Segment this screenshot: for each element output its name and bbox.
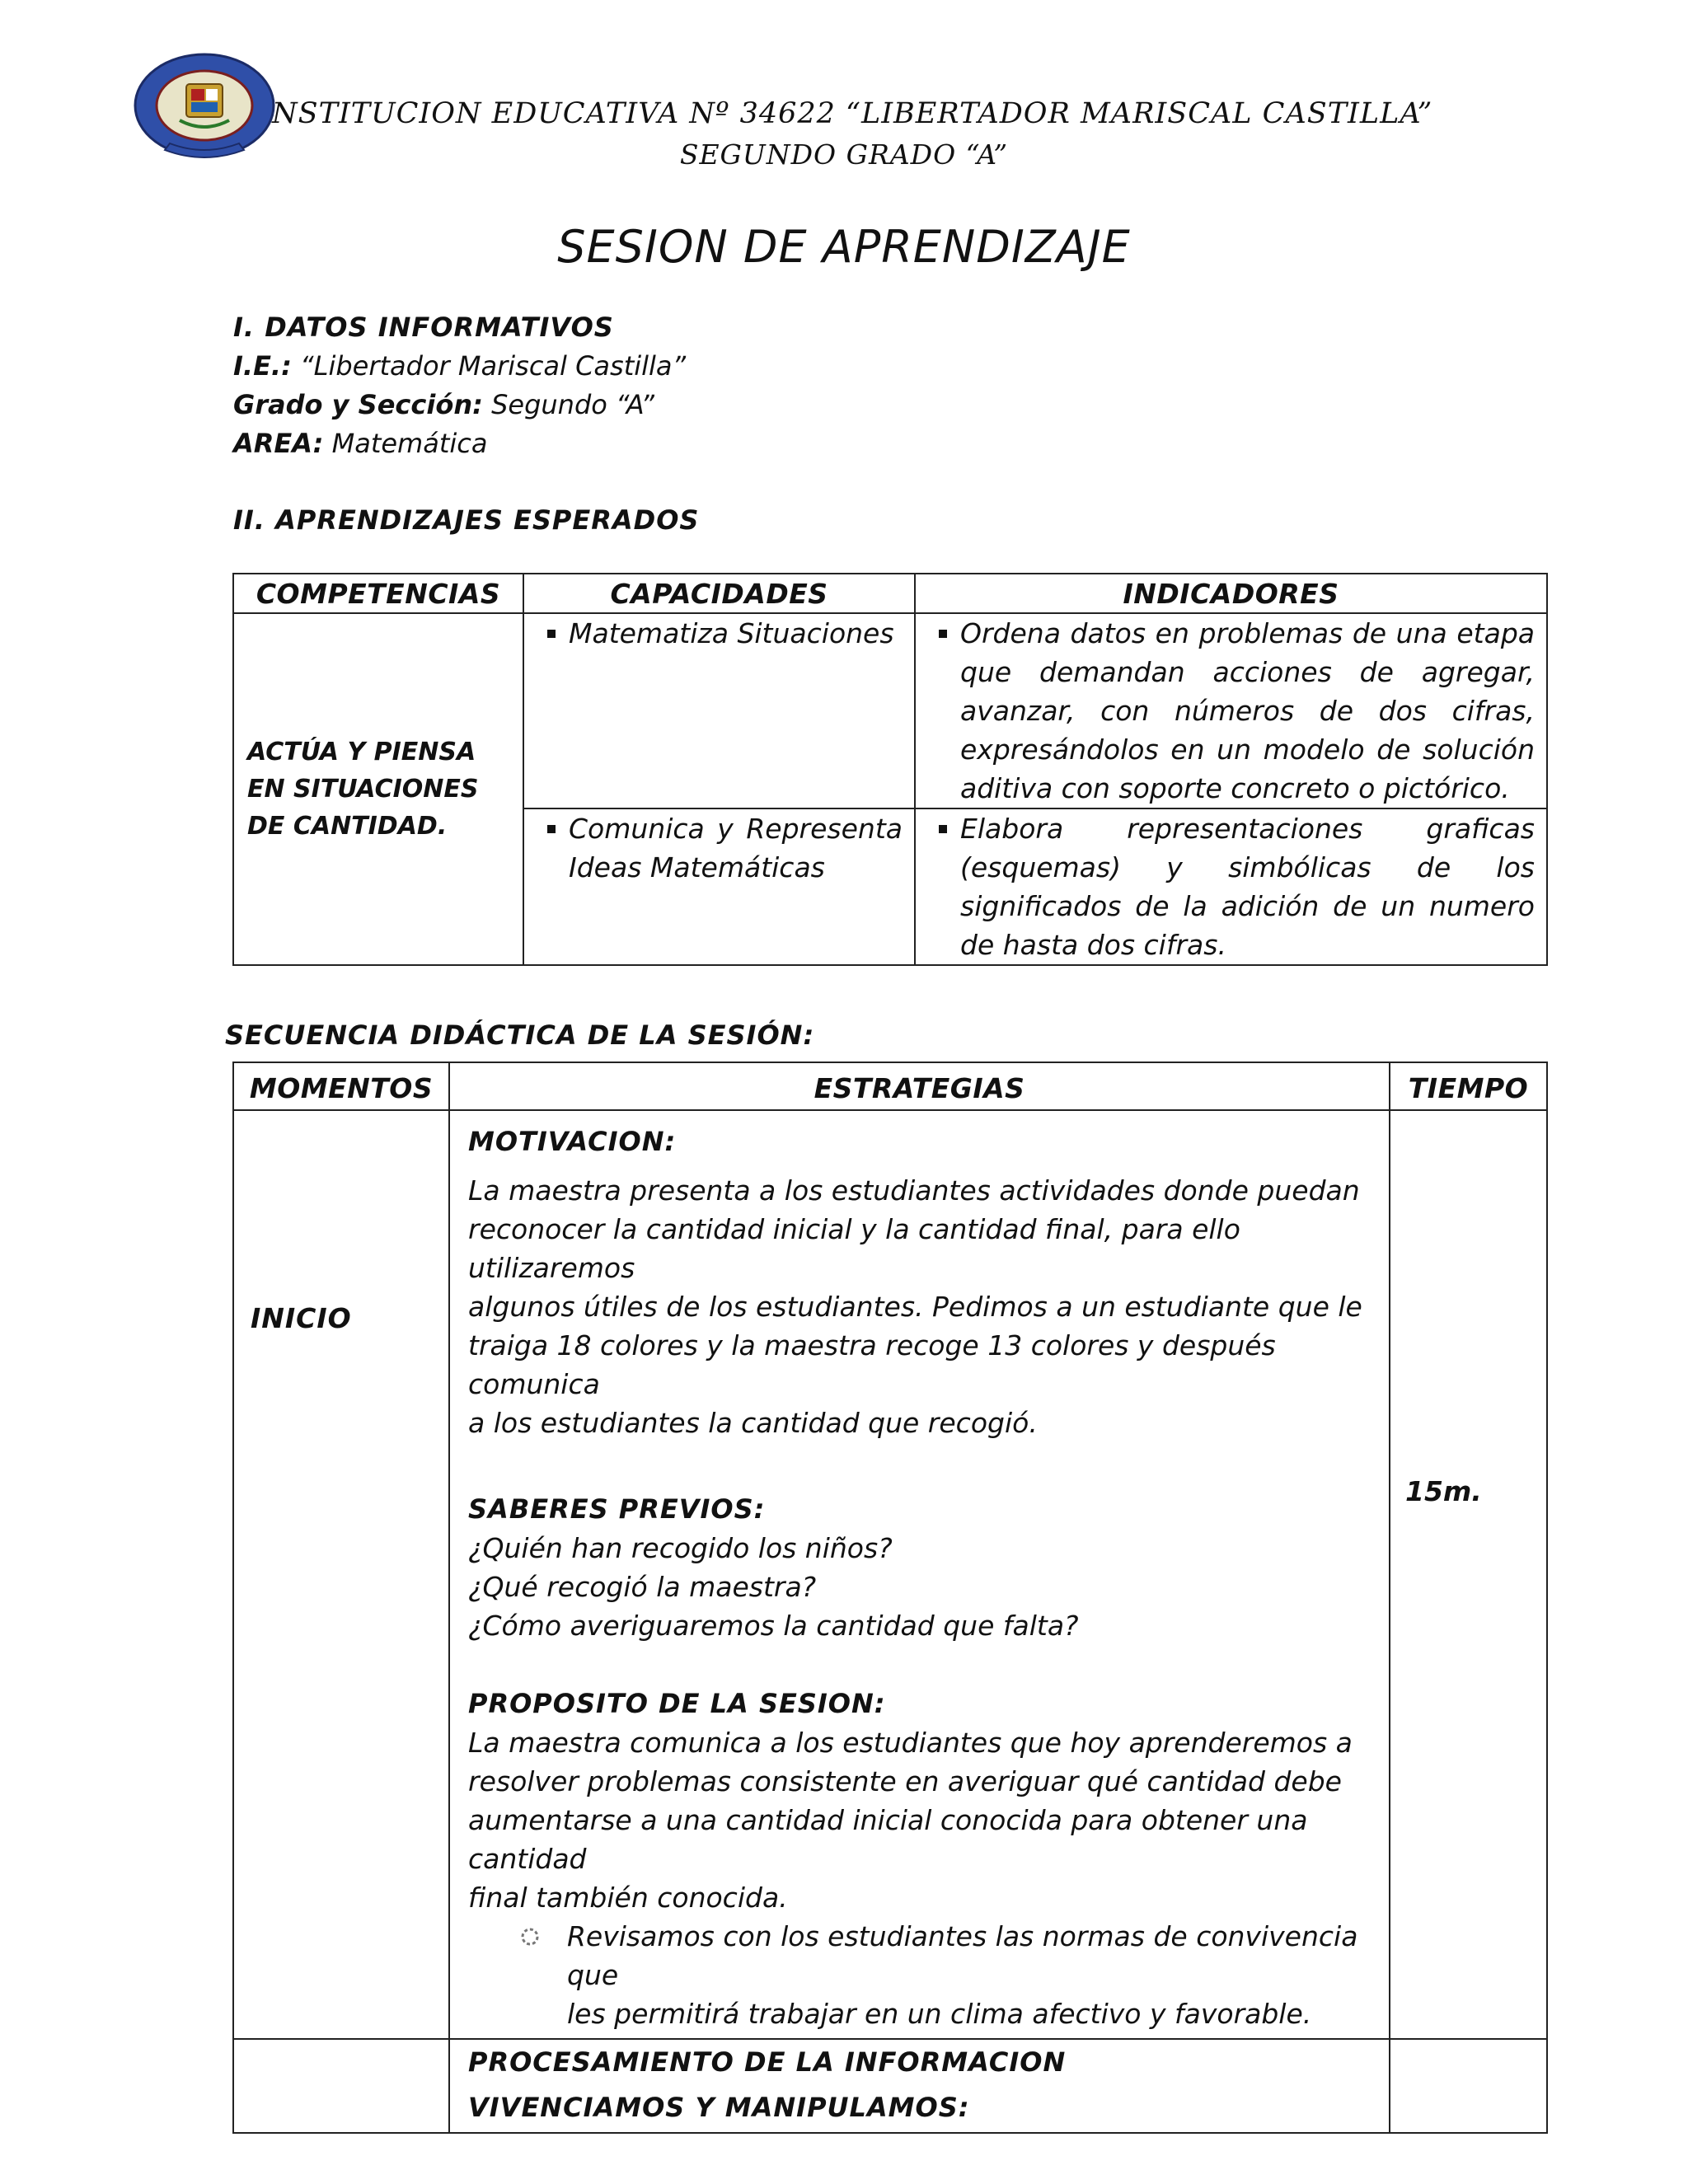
proposito-line: final también conocida. [468, 1882, 788, 1914]
secuencia-table [232, 1062, 1548, 2134]
square-bullet-icon [939, 630, 947, 638]
procesamiento-heading: PROCESAMIENTO DE LA INFORMACION [468, 2046, 1067, 2078]
motivacion-line: algunos útiles de los estudiantes. Pedimos a un estudiante que le [468, 1291, 1362, 1323]
institution-name: NSTITUCION EDUCATIVA Nº 34622 “LIBERTADOR MARISCAL CASTILLA” [272, 97, 1433, 130]
info-area-value: Matemática [331, 428, 488, 459]
info-area [233, 428, 487, 459]
section-heading-secuencia: SECUENCIA DIDÁCTICA DE LA SESIÓN: [225, 1019, 815, 1051]
indicador-cell [915, 808, 1547, 965]
section-heading-datos: I. DATOS INFORMATIVOS [233, 312, 614, 343]
info-grado-value: Segundo “A” [491, 389, 654, 420]
proposito-line: aumentarse a una cantidad inicial conocida para obtener una cantidad [468, 1804, 1308, 1875]
capacidad-text: Matematiza Situaciones [569, 617, 894, 649]
estrategias-procesamiento-cell [449, 2039, 1390, 2133]
column-header-indicadores: INDICADORES [915, 574, 1547, 613]
table-header-row [233, 574, 1547, 613]
saberes-question: ¿Cómo averiguaremos la cantidad que falta? [468, 1610, 1079, 1642]
momento-inicio: INICIO [233, 1110, 449, 2039]
info-grado [233, 389, 654, 420]
column-header-tiempo: TIEMPO [1390, 1062, 1547, 1110]
info-area-label: AREA: [233, 428, 324, 459]
column-header-capacidades: CAPACIDADES [523, 574, 915, 613]
square-bullet-icon [547, 630, 556, 638]
document-title: SESION DE APRENDIZAJE [557, 221, 1131, 273]
motivacion-line: reconocer la cantidad inicial y la cantidad final, para ello utilizaremos [468, 1213, 1240, 1284]
proposito-heading: PROPOSITO DE LA SESION: [468, 1688, 886, 1719]
estrategias-inicio-cell [449, 1110, 1390, 2039]
section-heading-aprendizajes: II. APRENDIZAJES ESPERADOS [233, 504, 700, 536]
column-header-momentos: MOMENTOS [233, 1062, 449, 1110]
aprendizajes-table [232, 573, 1548, 966]
motivacion-line: La maestra presenta a los estudiantes actividades donde puedan [468, 1174, 1360, 1207]
indicador-cell [915, 613, 1547, 808]
motivacion-line: a los estudiantes la cantidad que recogió. [468, 1407, 1038, 1439]
dotted-circle-bullet-icon [518, 1917, 567, 2033]
capacidad-cell [523, 808, 915, 965]
indicador-text: Elabora representaciones graficas (esquemas) y simbólicas de los significados de la adición de un numero de hasta dos cifras. [960, 813, 1535, 961]
table-row-inicio [233, 1110, 1547, 2039]
motivacion-heading: MOTIVACION: [468, 1126, 677, 1157]
info-ie-label: I.E.: [233, 350, 292, 382]
tiempo-procesamiento-empty [1390, 2039, 1547, 2133]
saberes-question: ¿Quién han recogido los niños? [468, 1532, 893, 1564]
column-header-estrategias: ESTRATEGIAS [449, 1062, 1390, 1110]
square-bullet-icon [547, 825, 556, 833]
capacidad-cell [523, 613, 915, 808]
square-bullet-icon [939, 825, 947, 833]
info-ie-value: “Libertador Mariscal Castilla” [300, 350, 687, 382]
column-header-competencias: COMPETENCIAS [233, 574, 523, 613]
info-ie [233, 350, 686, 382]
momento-procesamiento-empty [233, 2039, 449, 2133]
proposito-line: La maestra comunica a los estudiantes que hoy aprenderemos a [468, 1727, 1353, 1759]
normas-line: Revisamos con los estudiantes las normas de convivencia que [567, 1920, 1358, 1991]
competencia-cell: ACTÚA Y PIENSA EN SITUACIONES DE CANTIDAD. [233, 613, 523, 965]
vivenciamos-heading: VIVENCIAMOS Y MANIPULAMOS: [468, 2092, 970, 2123]
tiempo-inicio: 15m. [1390, 1110, 1547, 2039]
capacidad-text: Comunica y Representa Ideas Matemáticas [569, 813, 903, 883]
motivacion-line: traiga 18 colores y la maestra recoge 13 colores y después comunica [468, 1329, 1276, 1400]
table-row [233, 613, 1547, 808]
proposito-line: resolver problemas consistente en averiguar qué cantidad debe [468, 1765, 1342, 1797]
grade-section-header: SEGUNDO GRADO “A” [679, 138, 1009, 171]
indicador-text: Ordena datos en problemas de una etapa que demandan acciones de agregar, avanzar, con números de dos cifras, expresándolos en un modelo de solución aditiva con soporte concreto o pictórico. [960, 617, 1535, 804]
normas-line: les permitirá trabajar en un clima afectivo y favorable. [567, 1998, 1312, 2030]
saberes-previos-heading: SABERES PREVIOS: [468, 1493, 766, 1525]
table-header-row [233, 1062, 1547, 1110]
saberes-question: ¿Qué recogió la maestra? [468, 1571, 817, 1603]
table-row-procesamiento [233, 2039, 1547, 2133]
normas-bullet [468, 1917, 1371, 2033]
info-grado-label: Grado y Sección: [233, 389, 483, 420]
